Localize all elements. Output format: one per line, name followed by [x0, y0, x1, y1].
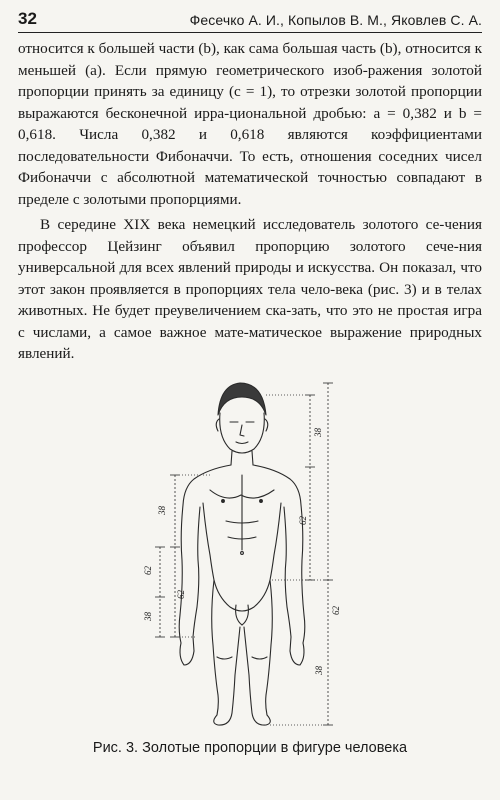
paragraph-golden-ratio: относится к большей части (b), как сама большая часть (b), относится к меньшей (a). Если прямую геометрического изоб-ражения золотой пропорции принять за единицу (c = 1), то отрезки золотой пропорции выражаются бесконечной ирра-циональной дробью: a = 0,382 и b = 0,618. Числа 0,382 и 0,618 являются коэффициентами последовательности Фибоначчи. То есть, отношения соседних чисел Фибоначчи с абсолютной математической точностью совпадают в пределе с золотыми пропорциями.	[18, 40, 482, 208]
page-header	[18, 8, 482, 33]
left-dimension-label: 38	[157, 506, 167, 515]
right-dimension-label: 62	[298, 516, 308, 525]
figure-caption: Рис. 3. Золотые пропорции в фигуре человека	[92, 740, 408, 756]
left-dimension-label: 62	[143, 566, 153, 575]
left-dimension-label: 38	[143, 612, 153, 621]
paragraph-zeising: В середине XIX века немецкий исследователь золотого се-чения профессор Цейзинг объявил пропорцию золотого сече-ния универсальной для всех явлений природы и искусства. Он показал, что этот закон проявляется в пропорциях тела чело-века (рис. 3) и в телах животных. Не будет преувеличением ска-зать, что это не простая игра с числами, а самое важное мате-матическое выражение природных явлений.	[18, 216, 482, 362]
right-dimension-label: 38	[313, 428, 323, 437]
right-dimension-label: 62	[331, 606, 341, 615]
human-figure-illustration	[60, 375, 440, 730]
left-dimension-label: 62	[176, 590, 186, 599]
running-head-authors: Фесечко А. И., Копылов В. М., Яковлев С. А.	[189, 12, 482, 28]
right-dimension-label: 38	[314, 666, 324, 675]
left-dimension-lines	[155, 475, 210, 637]
figure-human-proportions	[60, 375, 440, 730]
page-number: 32	[18, 9, 37, 28]
body-text	[18, 38, 482, 365]
human-figure-drawing	[179, 383, 305, 725]
